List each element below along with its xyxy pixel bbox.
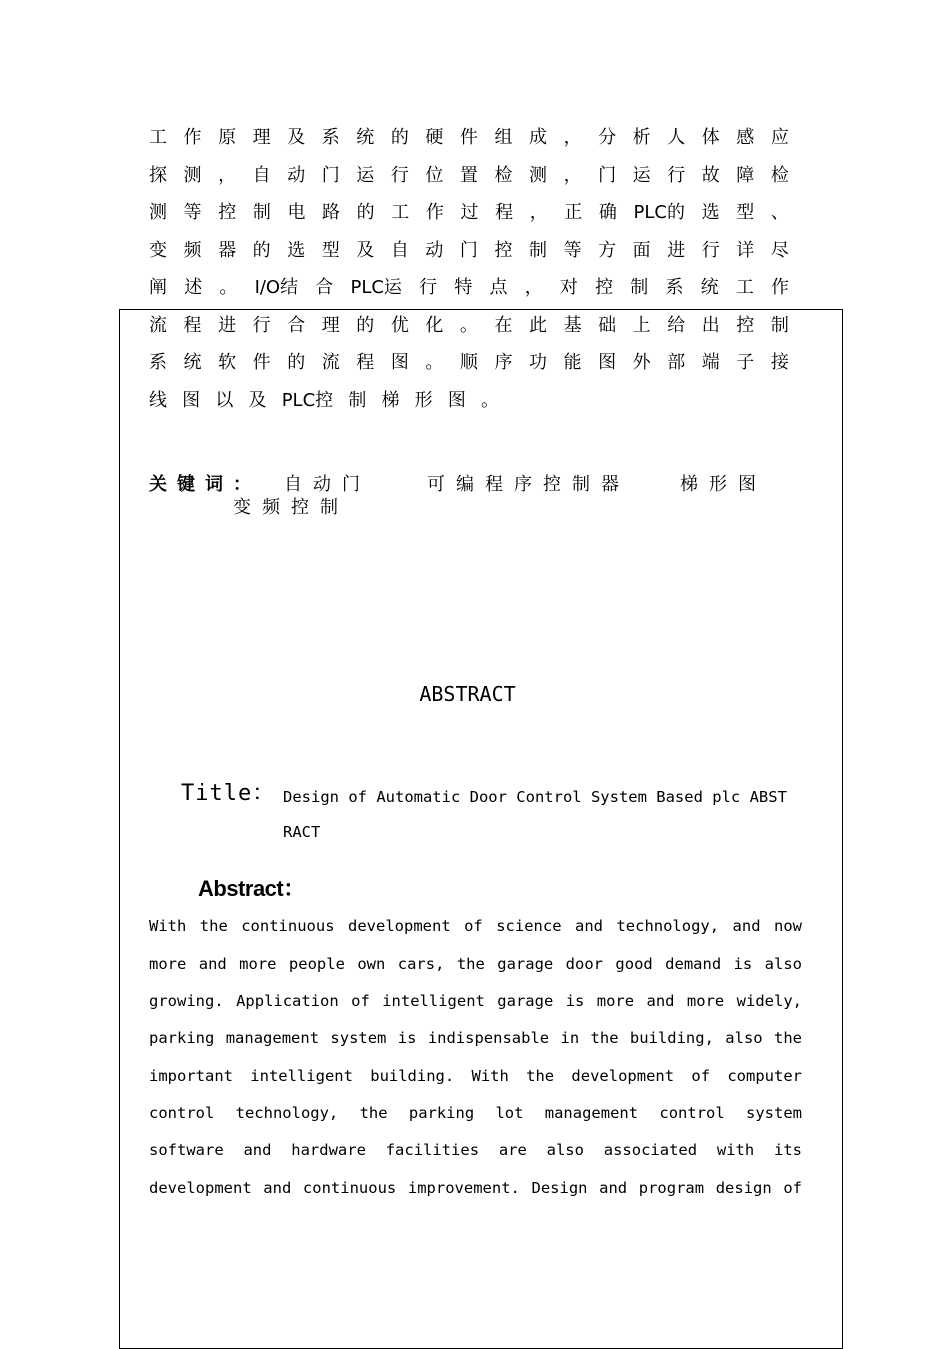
chinese-glyph: 理 <box>321 315 340 336</box>
chinese-glyph: 工 <box>735 277 754 298</box>
chinese-glyph: 详 <box>736 240 755 261</box>
chinese-glyph: 形 <box>414 390 433 411</box>
abstract-text-line: more and more people own cars, the garage door good demand is also <box>149 955 802 973</box>
chinese-glyph: 确 <box>598 202 617 223</box>
chinese-glyph: 型 <box>736 202 755 223</box>
chinese-glyph: 子 <box>736 352 755 373</box>
abstract-text-line: control technology, the parking lot management control system <box>149 1104 802 1122</box>
chinese-glyph: 频 <box>183 240 202 261</box>
chinese-glyph: 图 <box>390 352 409 373</box>
chinese-glyph: 应 <box>770 127 789 148</box>
abstract-label: Abstract： <box>198 876 305 901</box>
chinese-glyph: 述 <box>184 277 203 298</box>
chinese-glyph: 对 <box>559 277 578 298</box>
chinese-glyph: 选 <box>287 240 306 261</box>
chinese-glyph: 。 <box>481 390 499 411</box>
chinese-glyph: 控 <box>218 202 237 223</box>
chinese-glyph: 特 <box>454 277 473 298</box>
chinese-glyph: 外 <box>632 352 651 373</box>
chinese-glyph: 部 <box>667 352 686 373</box>
chinese-glyph: 分 <box>598 127 617 148</box>
chinese-glyph: ， <box>218 165 237 186</box>
chinese-glyph: 进 <box>667 240 686 261</box>
chinese-glyph: I/O结 <box>254 277 299 298</box>
chinese-glyph: PLC控 <box>281 390 334 411</box>
chinese-text-line <box>149 311 789 337</box>
chinese-glyph: 制 <box>630 277 649 298</box>
chinese-glyph: ， <box>563 127 582 148</box>
chinese-glyph: 上 <box>632 315 651 336</box>
chinese-glyph: 软 <box>218 352 237 373</box>
chinese-glyph: 方 <box>598 240 617 261</box>
chinese-glyph: 此 <box>529 315 548 336</box>
chinese-glyph: 原 <box>218 127 237 148</box>
chinese-glyph: 顺 <box>459 352 478 373</box>
chinese-glyph: 。 <box>459 315 478 336</box>
chinese-glyph: 作 <box>425 202 444 223</box>
chinese-glyph: 线 <box>149 390 167 411</box>
chinese-text-line <box>149 236 789 262</box>
chinese-glyph: 行 <box>390 165 409 186</box>
chinese-glyph: 位 <box>425 165 444 186</box>
chinese-glyph: 统 <box>356 127 375 148</box>
chinese-glyph: 控 <box>595 277 614 298</box>
chinese-text-line <box>149 348 789 374</box>
chinese-text-line <box>149 123 789 149</box>
chinese-glyph: 件 <box>252 352 271 373</box>
chinese-glyph: 功 <box>529 352 548 373</box>
chinese-text-line <box>149 273 789 299</box>
chinese-glyph: 制 <box>529 240 548 261</box>
chinese-glyph: 动 <box>287 165 306 186</box>
chinese-glyph: 正 <box>564 202 583 223</box>
chinese-glyph: 合 <box>315 277 334 298</box>
chinese-glyph: 流 <box>149 315 167 336</box>
chinese-glyph: 尽 <box>770 240 789 261</box>
chinese-glyph: 在 <box>494 315 513 336</box>
chinese-glyph: 检 <box>770 165 789 186</box>
chinese-glyph: 系 <box>665 277 684 298</box>
chinese-glyph: 检 <box>494 165 513 186</box>
chinese-glyph: 运 <box>632 165 651 186</box>
chinese-glyph: 出 <box>701 315 720 336</box>
chinese-glyph: 控 <box>736 315 755 336</box>
chinese-glyph: 行 <box>252 315 271 336</box>
chinese-glyph: 人 <box>667 127 686 148</box>
chinese-glyph: 运 <box>356 165 375 186</box>
chinese-glyph: 图 <box>182 390 201 411</box>
chinese-glyph: 作 <box>183 127 202 148</box>
chinese-glyph: 端 <box>701 352 720 373</box>
chinese-glyph: 梯 <box>381 390 400 411</box>
chinese-glyph: 统 <box>183 352 202 373</box>
chinese-glyph: 作 <box>771 277 789 298</box>
chinese-glyph: 器 <box>218 240 237 261</box>
chinese-glyph: 及 <box>248 390 267 411</box>
chinese-glyph: 障 <box>736 165 755 186</box>
chinese-glyph: 统 <box>700 277 719 298</box>
chinese-glyph: 的 <box>356 315 375 336</box>
abstract-text-line: With the continuous development of science and technology, and now <box>149 917 802 935</box>
abstract-text-line: development and continuous improvement. Design and program design of <box>149 1179 802 1197</box>
chinese-glyph: 过 <box>460 202 479 223</box>
chinese-glyph: 。 <box>219 277 238 298</box>
chinese-glyph: 图 <box>447 390 466 411</box>
chinese-glyph: 感 <box>736 127 755 148</box>
chinese-glyph: 制 <box>252 202 271 223</box>
chinese-glyph: 及 <box>356 240 375 261</box>
chinese-glyph: 行 <box>667 165 686 186</box>
abstract-text-line: important intelligent building. With the development of computer <box>149 1067 802 1085</box>
chinese-glyph: 。 <box>425 352 444 373</box>
chinese-glyph: 程 <box>356 352 375 373</box>
chinese-glyph: 门 <box>598 165 617 186</box>
abstract-text-line: growing. Application of intelligent garage is more and more widely, <box>149 992 802 1010</box>
chinese-glyph: PLC运 <box>350 277 402 298</box>
chinese-glyph: 硬 <box>425 127 444 148</box>
chinese-glyph: 工 <box>149 127 167 148</box>
keyword-item: 自动门 <box>284 474 371 495</box>
chinese-glyph: 测 <box>183 165 202 186</box>
chinese-glyph: 给 <box>667 315 686 336</box>
chinese-glyph: 动 <box>425 240 444 261</box>
chinese-glyph: 图 <box>598 352 617 373</box>
abstract-text-line: parking management system is indispensable in the building, also the <box>149 1029 802 1047</box>
chinese-glyph: 体 <box>701 127 720 148</box>
chinese-glyph: 理 <box>252 127 271 148</box>
chinese-glyph: 制 <box>770 315 789 336</box>
chinese-glyph: PLC的 <box>633 202 685 223</box>
chinese-glyph: 置 <box>459 165 478 186</box>
chinese-glyph: 件 <box>459 127 478 148</box>
chinese-glyph: 变 <box>149 240 167 261</box>
chinese-glyph: 故 <box>701 165 720 186</box>
chinese-glyph: 及 <box>287 127 306 148</box>
chinese-glyph: 等 <box>563 240 582 261</box>
chinese-glyph: 选 <box>701 202 720 223</box>
chinese-glyph: ， <box>563 165 582 186</box>
keywords-label: 关键词： <box>149 474 261 495</box>
chinese-glyph: 工 <box>391 202 410 223</box>
chinese-glyph: 电 <box>287 202 306 223</box>
keyword-item: 梯形图 <box>680 474 767 495</box>
chinese-glyph: 成 <box>529 127 548 148</box>
chinese-glyph: ， <box>529 202 548 223</box>
chinese-glyph: 合 <box>287 315 306 336</box>
abstract-heading: ABSTRACT <box>419 682 516 706</box>
chinese-glyph: 路 <box>322 202 341 223</box>
chinese-glyph: 础 <box>598 315 617 336</box>
chinese-glyph: 的 <box>356 202 375 223</box>
chinese-glyph: 探 <box>149 165 167 186</box>
chinese-glyph: 基 <box>563 315 582 336</box>
chinese-glyph: 程 <box>183 315 202 336</box>
chinese-glyph: 自 <box>390 240 409 261</box>
chinese-glyph: 的 <box>252 240 271 261</box>
chinese-glyph: 程 <box>495 202 514 223</box>
chinese-glyph: 阐 <box>149 277 167 298</box>
chinese-glyph: 组 <box>494 127 513 148</box>
chinese-text-line <box>149 198 789 224</box>
chinese-glyph: 自 <box>252 165 271 186</box>
chinese-glyph: 、 <box>770 202 789 223</box>
keyword-item: 变频控制 <box>233 497 349 518</box>
chinese-glyph: 门 <box>321 165 340 186</box>
chinese-glyph: 流 <box>321 352 340 373</box>
chinese-glyph: 等 <box>183 202 202 223</box>
chinese-glyph: 面 <box>632 240 651 261</box>
chinese-glyph: 测 <box>149 202 167 223</box>
chinese-glyph: 型 <box>321 240 340 261</box>
chinese-glyph: 优 <box>390 315 409 336</box>
chinese-glyph: 行 <box>419 277 438 298</box>
chinese-glyph: 点 <box>489 277 508 298</box>
chinese-glyph: 进 <box>218 315 237 336</box>
chinese-glyph: 控 <box>494 240 513 261</box>
chinese-glyph: 能 <box>563 352 582 373</box>
title-label: Title： <box>181 781 276 806</box>
chinese-glyph: 系 <box>149 352 167 373</box>
chinese-glyph: ， <box>524 277 543 298</box>
chinese-glyph: 制 <box>348 390 367 411</box>
title-text: Design of Automatic Door Control System Based plc ABSTRACT <box>283 788 787 841</box>
chinese-glyph: 以 <box>215 390 234 411</box>
keyword-item: 可编程序控制器 <box>427 474 630 495</box>
chinese-text-line <box>149 161 789 187</box>
chinese-glyph: 系 <box>321 127 340 148</box>
chinese-text-line <box>149 386 499 412</box>
chinese-glyph: 行 <box>701 240 720 261</box>
keywords-block <box>149 470 789 520</box>
chinese-glyph: 化 <box>425 315 444 336</box>
chinese-glyph: 测 <box>529 165 548 186</box>
chinese-glyph: 门 <box>459 240 478 261</box>
chinese-glyph: 的 <box>287 352 306 373</box>
chinese-glyph: 析 <box>632 127 651 148</box>
chinese-glyph: 接 <box>770 352 789 373</box>
chinese-glyph: 序 <box>494 352 513 373</box>
chinese-glyph: 的 <box>390 127 409 148</box>
abstract-text-line: software and hardware facilities are also associated with its <box>149 1141 802 1159</box>
